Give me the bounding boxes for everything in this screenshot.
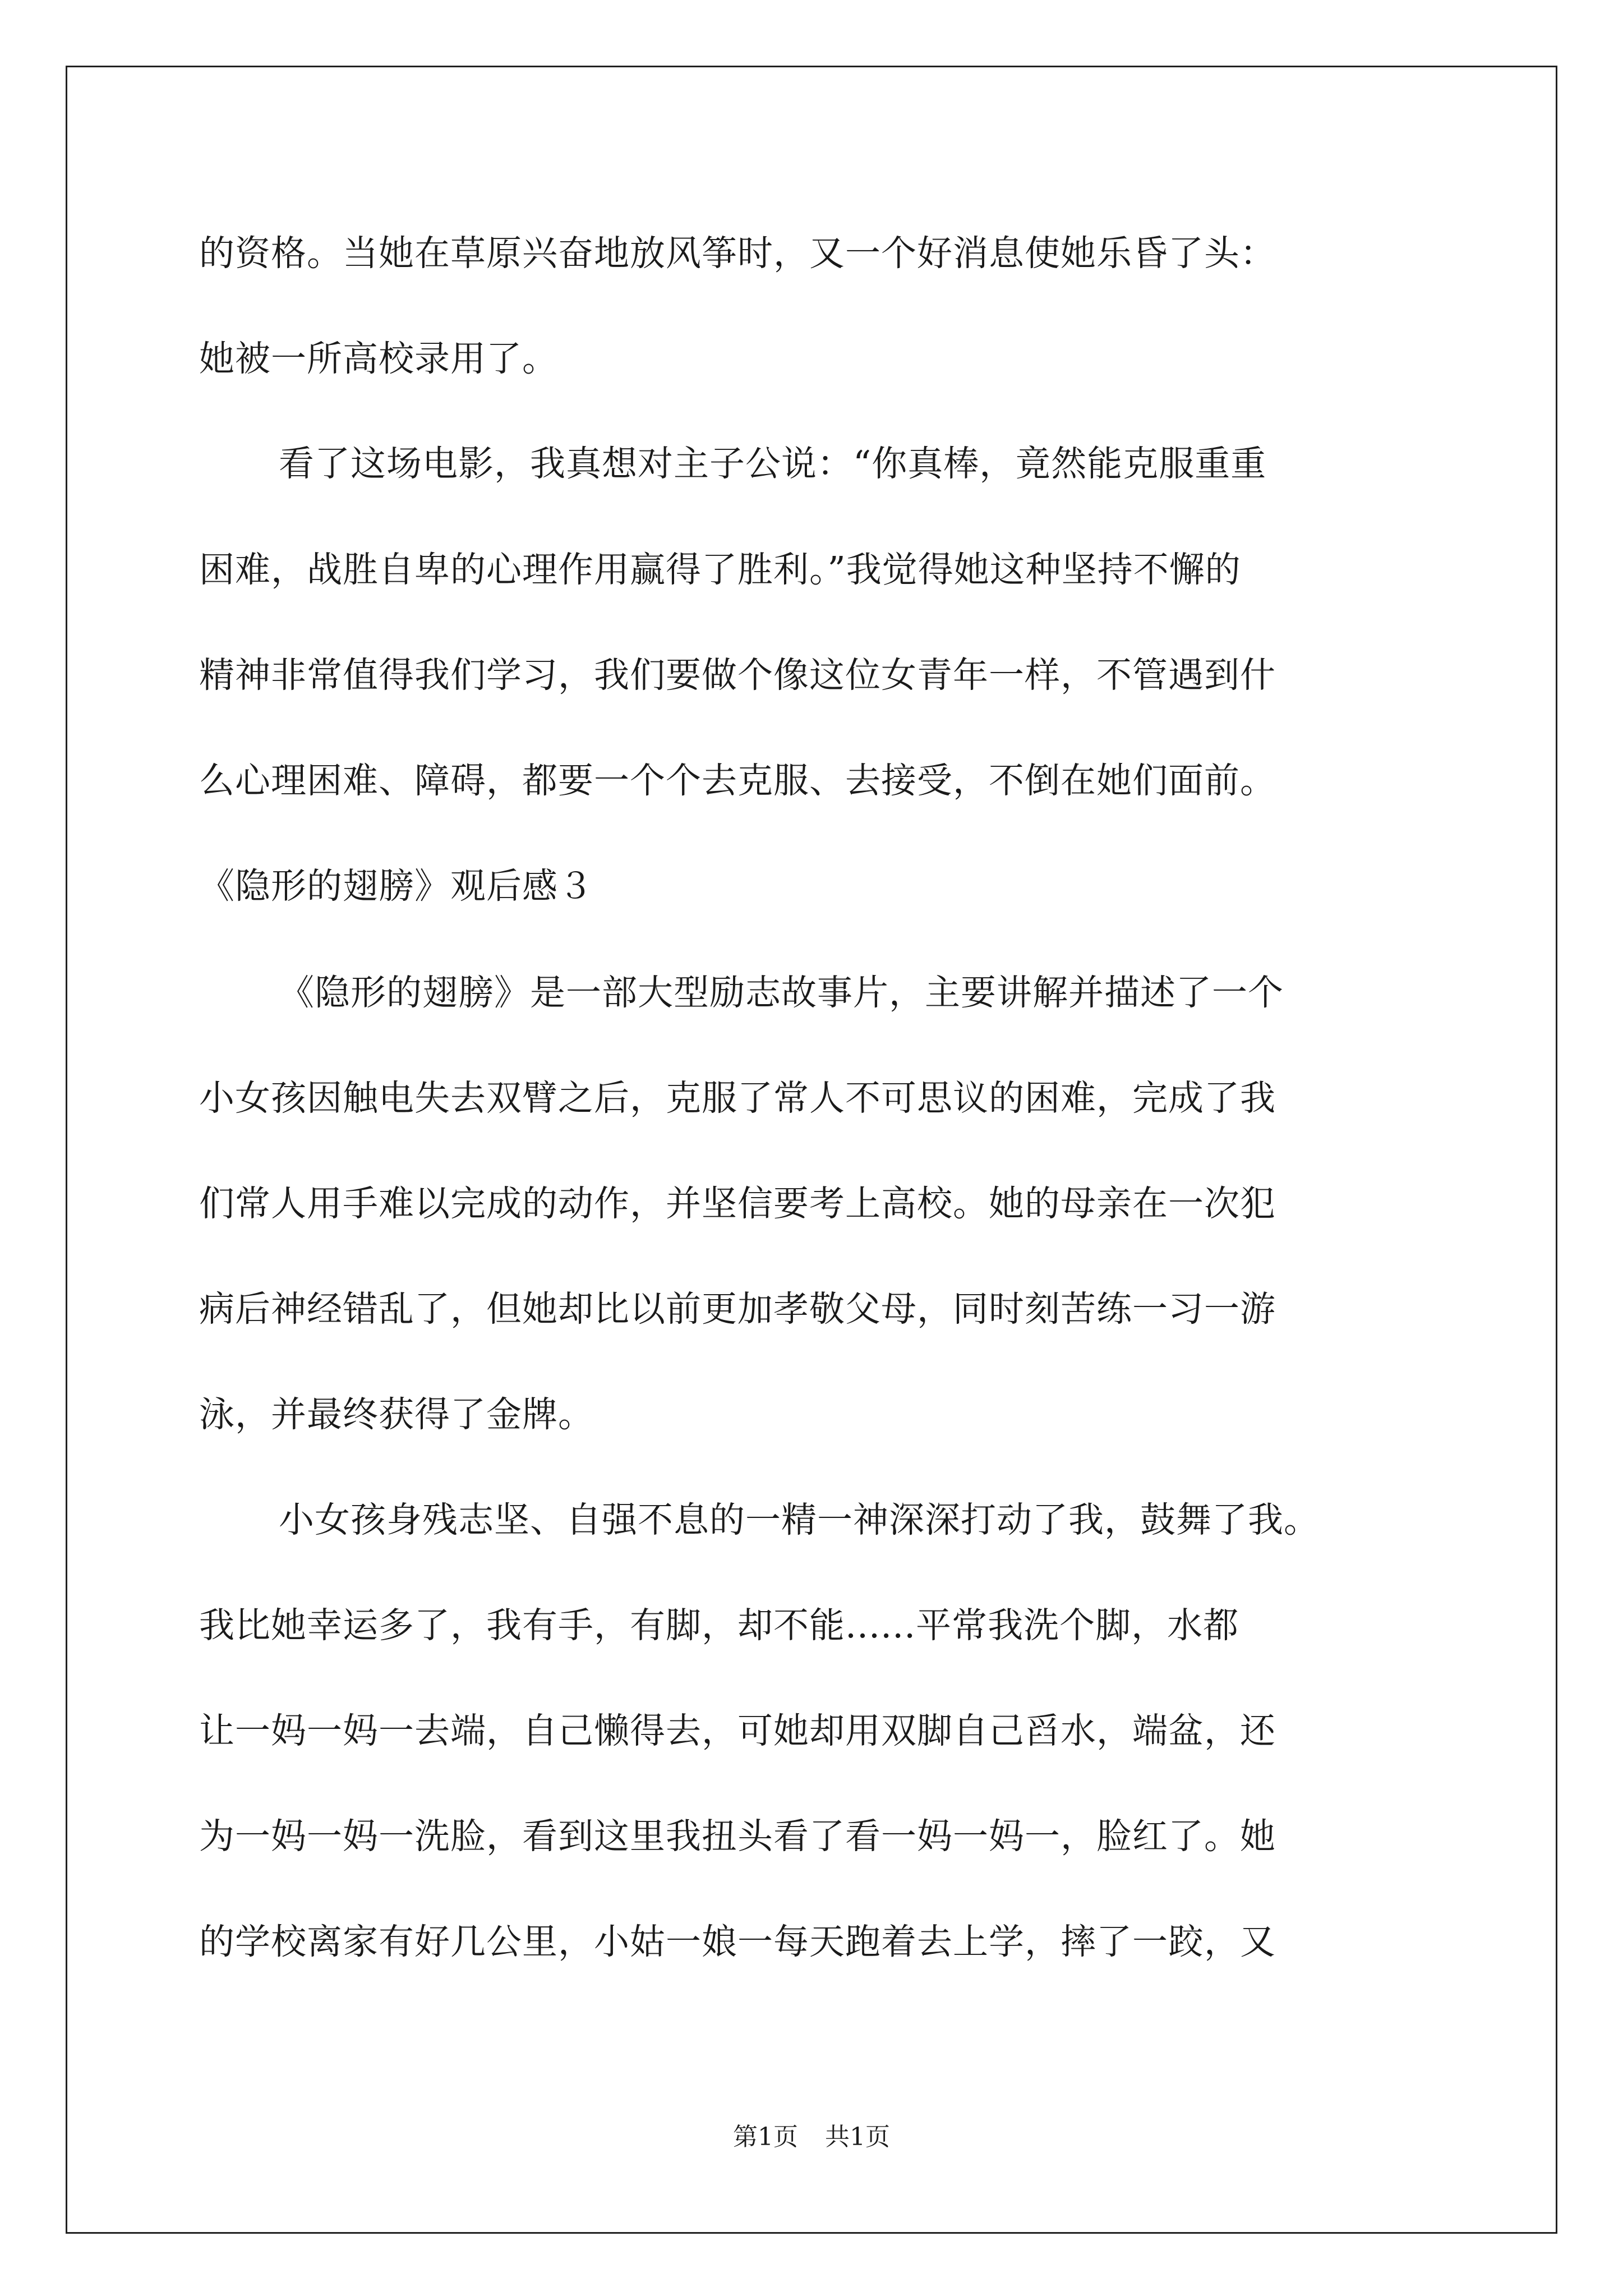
page-border [66, 66, 1557, 2234]
body-text-line: 精神非常值得我们学习，我们要做个像这位女青年一样，不管遇到什 [199, 655, 1276, 696]
body-text-line: 病后神经错乱了，但她却比以前更加孝敬父母，同时刻苦练一习一游 [199, 1289, 1276, 1329]
page-number-current: 第1页 [733, 2123, 798, 2151]
body-text-line: 的资格。当她在草原兴奋地放风筝时，又一个好消息使她乐昏了头： [199, 233, 1276, 274]
body-text-line: 们常人用手难以完成的动作，并坚信要考上高校。她的母亲在一次犯 [199, 1183, 1276, 1224]
body-text-line: 困难，战胜自卑的心理作用赢得了胜利。”我觉得她这种坚持不懈的 [199, 549, 1241, 590]
body-text-line: 让一妈一妈一去端，自己懒得去，可她却用双脚自己舀水，端盆，还 [199, 1710, 1276, 1751]
body-text-line: 她被一所高校录用了。 [199, 338, 558, 379]
paragraph-start-line: 小女孩身残志坚、自强不息的一精一神深深打动了我，鼓舞了我。 [279, 1499, 1320, 1540]
body-text-line: 我比她幸运多了，我有手，有脚，却不能......平常我洗个脚，水都 [199, 1605, 1239, 1646]
paragraph-start-line: 看了这场电影，我真想对主子公说：“你真棒，竟然能克服重重 [279, 443, 1267, 484]
section-title: 《隐形的翅膀》观后感３ [199, 866, 594, 907]
page-number-total: 共1页 [825, 2123, 890, 2151]
body-text-line: 小女孩因触电失去双臂之后，克服了常人不可思议的困难，完成了我 [199, 1078, 1276, 1119]
body-text-line: 的学校离家有好几公里，小姑一娘一每天跑着去上学，摔了一跤，又 [199, 1921, 1276, 1962]
body-text-line: 泳，并最终获得了金牌。 [199, 1394, 594, 1435]
page-footer [0, 2120, 1623, 2154]
body-text-line: 为一妈一妈一洗脸，看到这里我扭头看了看一妈一妈一，脸红了。她 [199, 1816, 1276, 1857]
body-text-line: 么心理困难、障碍，都要一个个去克服、去接受，不倒在她们面前。 [199, 760, 1276, 801]
paragraph-start-line: 《隐形的翅膀》是一部大型励志故事片，主要讲解并描述了一个 [279, 972, 1284, 1013]
